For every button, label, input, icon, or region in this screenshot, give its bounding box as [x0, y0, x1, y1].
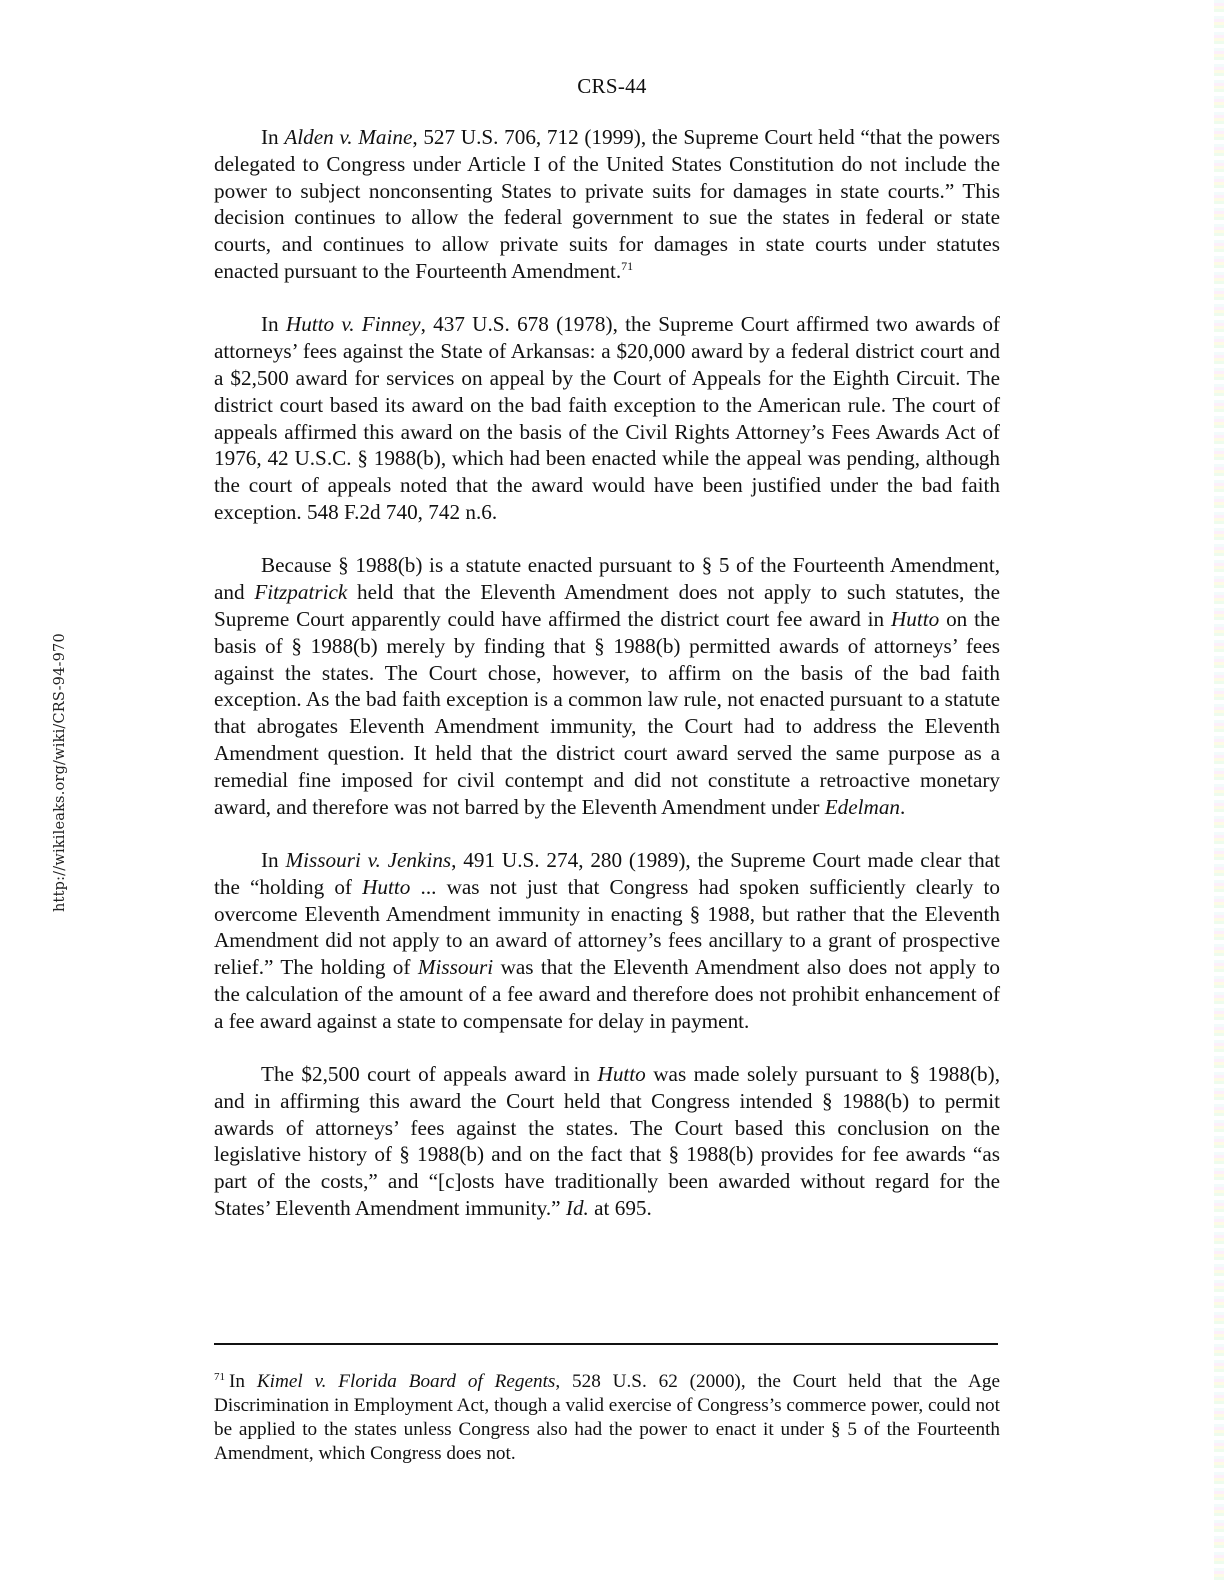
text-run: Because § 1988(b) is a statute enacted pursuant to § 5 of the Fourteenth Amendment, and [214, 553, 1000, 605]
text-run: In [261, 312, 286, 337]
paragraph-fitzpatrick-analysis [214, 552, 1000, 820]
text-run: ... was not just that Congress had spoken sufficiently clearly to overcome Eleventh Amendment immunity in enacting § 1988, but rather that the Eleventh Amendment did not apply to an award of attorney’s fees ancillary to a grant of prospective relief.” The holding of [214, 874, 1000, 980]
case-citation: Hutto [362, 874, 411, 899]
footnote-71 [214, 1370, 1000, 1466]
side-source-url: http://wikileaks.org/wiki/CRS-94-970 [52, 633, 68, 912]
text-run: In [261, 125, 285, 149]
case-citation: Hutto [597, 1062, 646, 1087]
text-run: . [900, 794, 906, 819]
case-citation: Alden v. Maine [284, 125, 413, 149]
text-run: on the basis of § 1988(b) merely by finding that § 1988(b) permitted awards of attorneys’ fees against the states. The Court chose, however, to affirm on the basis of the bad faith exception. As the bad faith exception is a common law rule, not enacted pursuant to a statute that abrogates Eleventh Amendment immunity, the Court had to address the Eleventh Amendment question. It held that the district court award served the same purpose as a remedial fine imposed for civil contempt and did not constitute a retroactive monetary award, and therefore was not barred by the Eleventh Amendment under [214, 606, 1000, 819]
paragraph-missouri-v-jenkins [214, 847, 1000, 1035]
case-citation: Missouri [417, 955, 494, 980]
case-citation: Edelman [824, 794, 901, 819]
case-citation: Missouri v. Jenkins [285, 847, 452, 872]
text-run: at 695. [588, 1196, 652, 1221]
text-run: held that the Eleventh Amendment does not apply to such statutes, the Supreme Court apparently could have affirmed the district court fee award in [214, 580, 1001, 631]
case-citation: Hutto v. Finney [285, 312, 421, 337]
text-run: , 527 U.S. 706, 712 (1999), the Supreme Court held “that the powers delegated to Congress under Article I of the United States Constitution do not include the power to subject nonconsenting States to private suits for damages in state courts.” This decision continues to allow the federal government to sue the states in federal or state courts, and continues to allow private suits for damages in state courts under statutes enacted pursuant to the Fourteenth Amendment. [214, 125, 1000, 283]
text-run: , 528 U.S. 62 (2000), the Court held that the Age Discrimination in Employment Act, though a valid exercise of Congress’s commerce power, could not be applied to the states unless Congress also had the power to enact it under § 5 of the Fourteenth Amendment, which Congress does not. [214, 1371, 1001, 1465]
text-run: In [229, 1371, 257, 1392]
case-citation: Fitzpatrick [254, 580, 348, 605]
text-run: In [261, 847, 286, 872]
text-run: was made solely pursuant to § 1988(b), and in affirming this award the Court held that Congress intended § 1988(b) to permit awards of attorneys’ fees against the states. The Court based this conclusion on the legislative history of § 1988(b) and on the fact that § 1988(b) provides for fee awards “as part of the costs,” and “[c]osts have traditionally been awarded without regard for the States’ Eleventh Amendment immunity.” [214, 1062, 1000, 1221]
text-run: The $2,500 court of appeals award in [261, 1062, 598, 1087]
case-citation: Id. [565, 1196, 589, 1221]
paragraph-alden-v-maine [214, 124, 1000, 285]
paragraph-court-of-appeals-award [214, 1061, 1000, 1222]
footnote-separator [214, 1343, 998, 1345]
case-citation: Kimel v. Florida Board of Regents [256, 1371, 556, 1392]
page-number-header: CRS-44 [577, 74, 647, 98]
text-run: was that the Eleventh Amendment also does not apply to the calculation of the amount of a fee award and therefore does not prohibit enhancement of a fee award against a state to compensate for delay in payment. [214, 955, 1001, 1033]
body-text [214, 124, 1000, 1248]
footnote-number: 71 [214, 1371, 225, 1383]
scan-edge-artifact [1214, 0, 1224, 1584]
paragraph-hutto-v-finney [214, 311, 1000, 525]
footnote-reference[interactable]: 71 [621, 258, 634, 273]
text-run: , 437 U.S. 678 (1978), the Supreme Court affirmed two awards of attorneys’ fees against the State of Arkansas: a $20,000 award by a federal district court and a $2,500 award for services on appeal by the Court of Appeals for the Eighth Circuit. The district court based its award on the bad faith exception to the American rule. The court of appeals affirmed this award on the basis of the Civil Rights Attorney’s Fees Awards Act of 1976, 42 U.S.C. § 1988(b), which had been enacted while the appeal was pending, although the court of appeals noted that the award would have been justified under the bad faith exception. 548 F.2d 740, 742 n.6. [214, 312, 1000, 524]
case-citation: Hutto [890, 606, 940, 631]
text-run: , 491 U.S. 274, 280 (1989), the Supreme Court made clear that the “holding of [214, 847, 1000, 899]
